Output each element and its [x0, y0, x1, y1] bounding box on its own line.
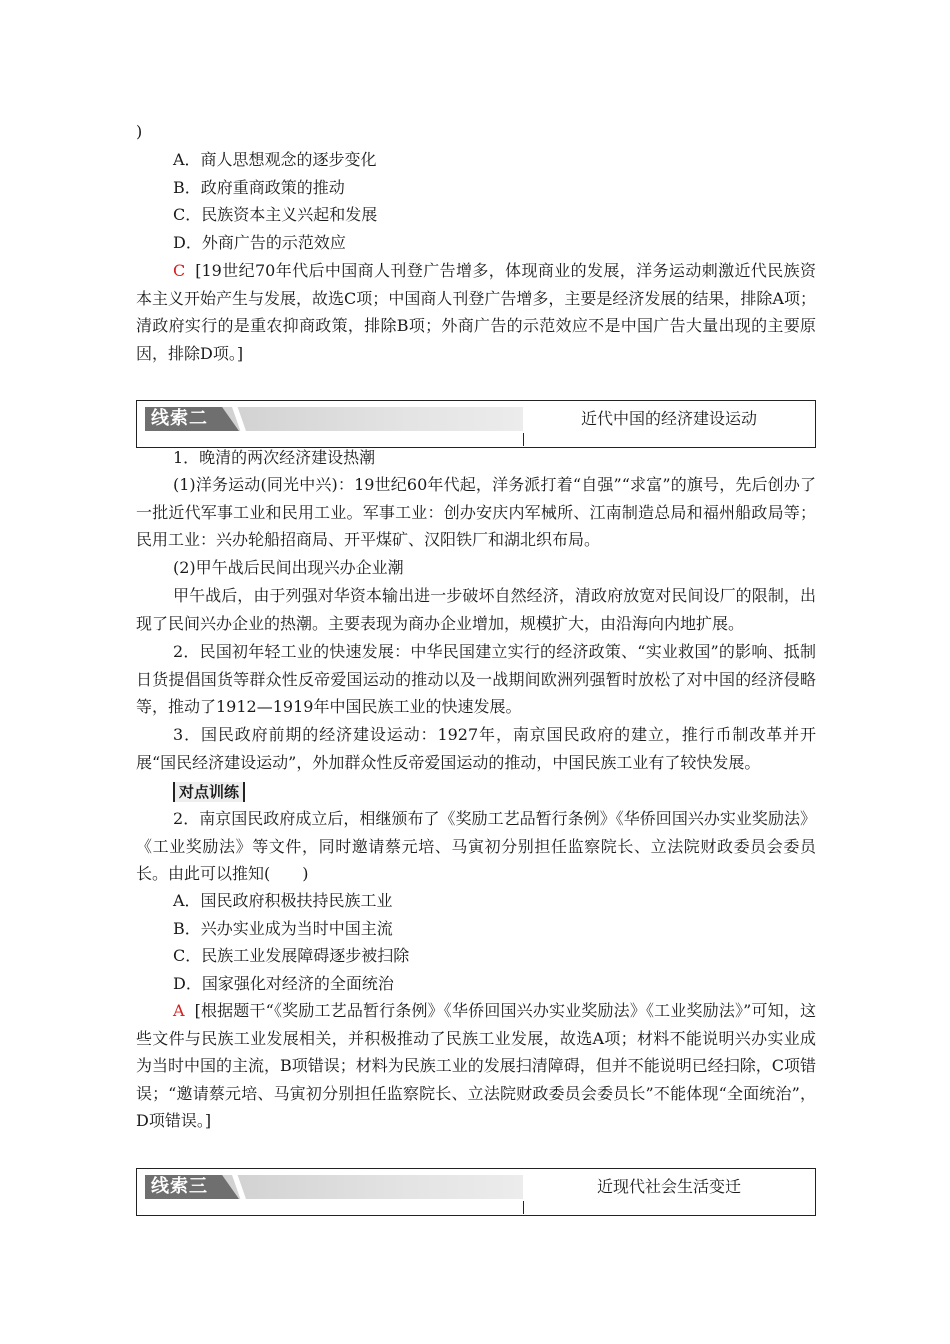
- p1-2-heading: (2)甲午战后民间出现兴办企业潮: [173, 558, 404, 577]
- section-title: 近代中国的经济建设运动: [580, 409, 757, 428]
- section-tag-label: 线索三: [151, 1176, 208, 1197]
- training-label: 对点训练: [173, 782, 245, 802]
- q2-option-a: A．国民政府积极扶持民族工业: [173, 891, 393, 910]
- q1-explanation-text: [19世纪70年代后中国商人刊登广告增多，体现商业的发展，洋务运动刺激近代民族资本主义开始产生与发展，故选C项；中国商人刊登广告增多，主要是经济发展的结果，排除A项；清政府实行的是重农抑商政策，排除B项；外商广告的示范效应不是中国广告大量出现的主要原因，排除D项。]: [136, 261, 816, 363]
- q1-option-b: B．政府重商政策的推动: [173, 178, 345, 197]
- q2-explanation-text: [根据题干“《奖励工艺品暂行条例》《华侨回国兴办实业奖励法》《工业奖励法》”可知，这些文件与民族工业发展相关，并积极推动了民族工业发展，故选A项；材料不能说明兴办实业成为当时中国的主流，B项错误；材料为民族工业的发展扫清障碍，但并不能说明已经扫除，C项错误；“邀请蔡元培、马寅初分别担任监察院长、立法院财政委员会委员长”不能体现“全面统治”，D项错误。]: [136, 1001, 817, 1130]
- p1-2-body: 甲午战后，由于列强对华资本输出进一步破坏自然经济，清政府放宽对民间设厂的限制，出现了民间兴办企业的热潮。主要表现为商办企业增加，规模扩大，由沿海向内地扩展。: [136, 586, 816, 633]
- section-header-clue-3: [136, 1168, 816, 1216]
- q2-answer-explanation: [136, 997, 816, 1135]
- p3-body: 3．国民政府前期的经济建设运动：1927年，南京国民政府的建立，推行币制改革并开展“国民经济建设运动”，外加群众性反帝爱国运动的推动，中国民族工业有了较快发展。: [136, 725, 816, 772]
- header-divider: [523, 433, 524, 446]
- p1-heading: 1．晚清的两次经济建设热潮: [173, 448, 376, 467]
- q1-answer-letter: C: [173, 261, 186, 280]
- q2-stem: 2．南京国民政府成立后，相继颁布了《奖励工艺品暂行条例》《华侨回国兴办实业奖励法》《工业奖励法》等文件，同时邀请蔡元培、马寅初分别担任监察院长、立法院财政委员会委员长。由此可以推知( ): [136, 809, 816, 883]
- q1-option-c: C．民族资本主义兴起和发展: [173, 205, 378, 224]
- header-divider: [523, 1201, 524, 1214]
- q2-answer-letter: A: [173, 1001, 185, 1020]
- section-tag-label: 线索二: [151, 408, 208, 429]
- q1-answer-explanation: [136, 257, 816, 367]
- q2-option-b: B．兴办实业成为当时中国主流: [173, 919, 393, 938]
- question-stem-end: ): [136, 122, 143, 141]
- section-title: 近现代社会生活变迁: [596, 1177, 741, 1196]
- q2-option-c: C．民族工业发展障碍逐步被扫除: [173, 946, 410, 965]
- q1-option-a: A．商人思想观念的逐步变化: [173, 150, 377, 169]
- q1-option-d: D．外商广告的示范效应: [173, 233, 346, 252]
- section-header-clue-2: [136, 400, 816, 448]
- p2-body: 2．民国初年轻工业的快速发展：中华民国建立实行的经济政策、“实业救国”的影响、抵制日货提倡国货等群众性反帝爱国运动的推动以及一战期间欧洲列强暂时放松了对中国的经济侵略等，推动了1912—1919年中国民族工业的快速发展。: [136, 642, 816, 716]
- p1-westernization: (1)洋务运动(同光中兴)：19世纪60年代起，洋务派打着“自强”“求富”的旗号，先后创办了一批近代军事工业和民用工业。军事工业：创办安庆内军械所、江南制造总局和福州船政局等；民用工业：兴办轮船招商局、开平煤矿、汉阳铁厂和湖北织布局。: [136, 475, 816, 549]
- q2-option-d: D．国家强化对经济的全面统治: [173, 974, 394, 993]
